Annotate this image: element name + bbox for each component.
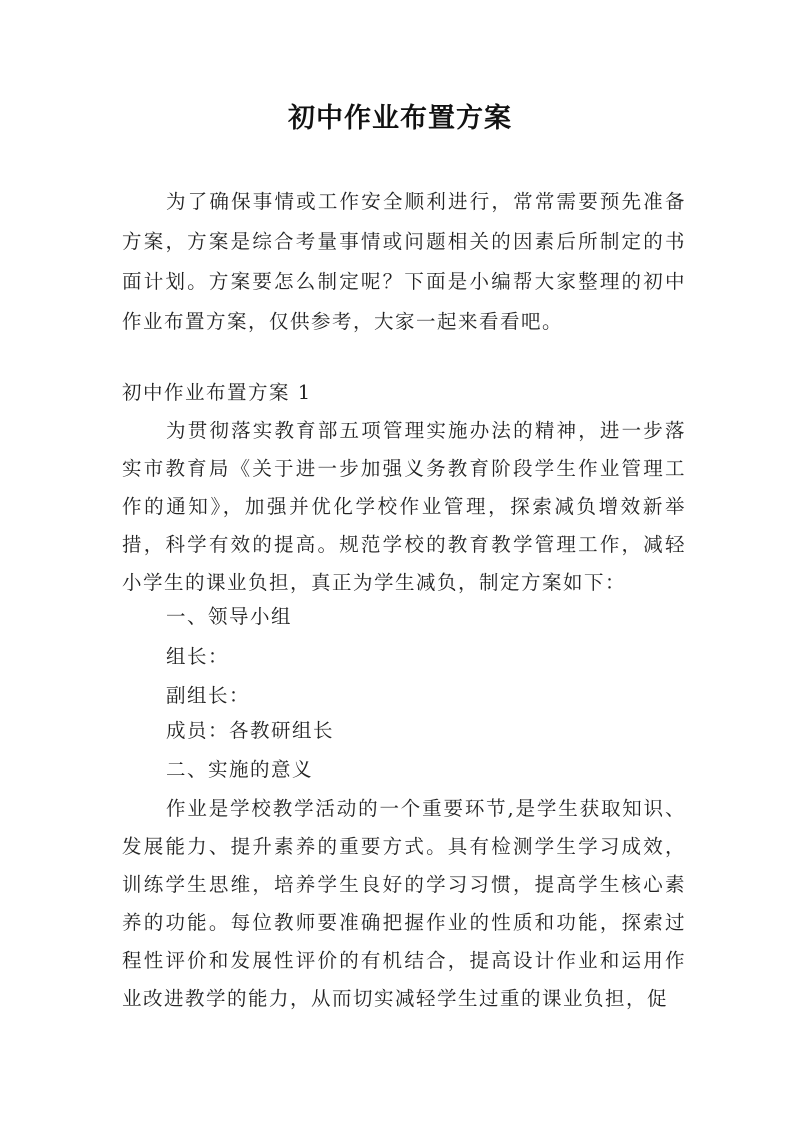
list-item-members: 成员：各教研组长 xyxy=(166,719,335,742)
list-item-deputy-leader: 副组长： xyxy=(166,684,251,707)
paragraph-2: 作业是学校教学活动的一个重要环节,是学生获取知识、发展能力、提升素养的重要方式。具有检测学生学习成效，训练学生思维，培养学生良好的学习习惯，提高学生核心素养的功能。每位教师要准确把握作业的性质和功能，探索过程性评价和发展性评价的有机结合，提高设计作业和运用作业改进教学的能力，从而切实减轻学生过重的课业负担，促 xyxy=(122,797,686,1010)
list-item-group-leader: 组长： xyxy=(166,645,230,668)
document-title: 初中作业布置方案 xyxy=(288,103,512,134)
list-item-leadership-group: 一、领导小组 xyxy=(166,605,293,628)
paragraph-1: 为贯彻落实教育部五项管理实施办法的精神，进一步落实市教育局《关于进一步加强义务教育阶段学生作业管理工作的通知》，加强并优化学校作业管理，探索减负增效新举措，科学有效的提高。规范学校的教育教学管理工作，减轻小学生的课业负担，真正为学生减负，制定方案如下： xyxy=(122,419,686,594)
list-item-significance: 二、实施的意义 xyxy=(166,758,314,781)
section-heading: 初中作业布置方案 1 xyxy=(122,381,312,404)
intro-paragraph: 为了确保事情或工作安全顺利进行，常常需要预先准备方案，方案是综合考量事情或问题相关的因素后所制定的书面计划。方案要怎么制定呢？下面是小编帮大家整理的初中作业布置方案，仅供参考，大家一起来看看吧。 xyxy=(122,190,686,333)
